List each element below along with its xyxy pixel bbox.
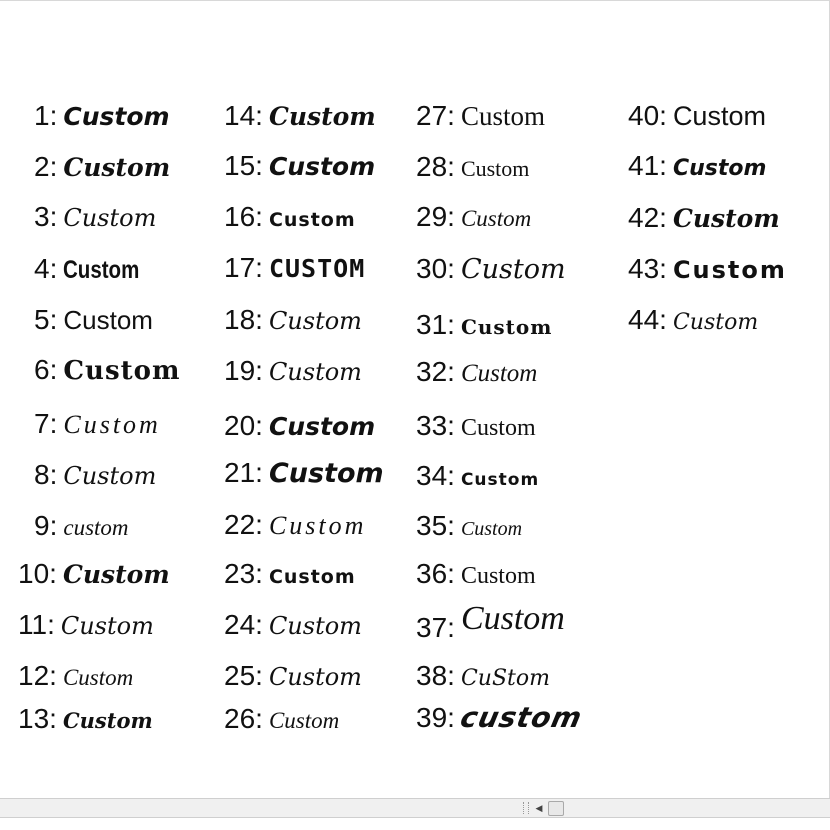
font-sample-41 xyxy=(628,150,766,182)
font-sample-10 xyxy=(18,558,170,590)
sample-text: CUSTOM xyxy=(268,254,366,283)
sample-number: 28: xyxy=(416,151,455,182)
sample-text: Custom xyxy=(268,566,356,588)
sample-text: Custom xyxy=(460,360,538,387)
sample-number: 36: xyxy=(416,558,455,589)
sample-text: Custom xyxy=(268,708,340,733)
sample-number: 35: xyxy=(416,510,455,541)
font-sample-23 xyxy=(224,558,356,590)
font-sample-2 xyxy=(34,151,170,183)
sample-number: 9: xyxy=(34,510,58,541)
sample-number: 33: xyxy=(416,410,455,441)
sample-text: custom xyxy=(63,515,129,540)
font-sample-40 xyxy=(628,100,766,132)
font-sample-44 xyxy=(628,304,758,336)
font-sample-19 xyxy=(224,355,362,387)
font-sample-39 xyxy=(416,701,586,734)
sample-text: Custom xyxy=(460,206,532,231)
scrollbar-grip-icon[interactable] xyxy=(523,802,529,814)
sample-text: Custom xyxy=(268,102,376,131)
sample-number: 12: xyxy=(18,660,57,691)
sample-number: 26: xyxy=(224,703,263,734)
sample-number: 6: xyxy=(34,354,58,385)
sample-text: Custom xyxy=(460,563,536,589)
sample-number: 30: xyxy=(416,253,455,284)
sample-number: 42: xyxy=(628,202,667,233)
sample-number: 5: xyxy=(34,304,58,335)
font-sample-37 xyxy=(416,600,565,644)
sample-number: 29: xyxy=(416,201,455,232)
sample-number: 24: xyxy=(224,609,263,640)
font-sample-7 xyxy=(34,408,161,440)
sample-number: 23: xyxy=(224,558,263,589)
sample-text: Custom xyxy=(268,209,356,231)
sample-text: Custom xyxy=(268,612,362,640)
font-sample-11 xyxy=(18,609,154,641)
sample-text: Custom xyxy=(672,204,780,233)
font-sample-3 xyxy=(34,201,156,233)
font-sample-22 xyxy=(224,509,366,541)
sample-text: Custom xyxy=(268,511,367,540)
sample-number: 17: xyxy=(224,252,263,283)
sample-number: 39: xyxy=(416,702,455,733)
sample-text: Custom xyxy=(672,310,759,335)
sample-number: 43: xyxy=(628,253,667,284)
font-sample-20 xyxy=(224,410,375,442)
sample-number: 10: xyxy=(18,558,57,589)
sample-number: 18: xyxy=(224,304,263,335)
font-sample-5 xyxy=(34,304,153,336)
font-sample-8 xyxy=(34,459,156,491)
sample-text: Custom xyxy=(268,458,384,489)
font-sample-25 xyxy=(224,660,362,692)
sample-number: 41: xyxy=(628,150,667,181)
sample-number: 21: xyxy=(224,457,263,488)
font-sample-18 xyxy=(224,304,362,336)
sample-text: Custom xyxy=(460,101,545,131)
sample-text: Custom xyxy=(460,315,553,339)
sample-number: 15: xyxy=(224,150,263,181)
font-sample-6 xyxy=(34,354,180,386)
sample-text: CuStom xyxy=(460,666,550,691)
sample-number: 11: xyxy=(18,609,55,640)
sample-number: 37: xyxy=(416,612,455,643)
font-sample-30 xyxy=(416,253,566,285)
sample-text: Custom xyxy=(672,101,766,131)
font-sample-12 xyxy=(18,660,133,692)
sample-text: Custom xyxy=(60,612,154,640)
font-sample-35 xyxy=(416,510,522,542)
sample-text: Custom xyxy=(63,356,181,386)
sample-number: 4: xyxy=(34,253,58,284)
font-sample-38 xyxy=(416,660,550,692)
font-sample-17 xyxy=(224,252,365,284)
sample-number: 19: xyxy=(224,355,263,386)
sample-number: 8: xyxy=(34,459,58,490)
sample-text: Custom xyxy=(63,305,153,335)
sample-number: 20: xyxy=(224,410,263,441)
sample-text: Custom xyxy=(63,102,170,131)
sample-text: Custom xyxy=(672,156,767,181)
font-sample-16 xyxy=(224,201,356,233)
sample-number: 27: xyxy=(416,100,455,131)
sample-number: 38: xyxy=(416,660,455,691)
sample-number: 3: xyxy=(34,201,58,232)
sample-text: Custom xyxy=(268,412,376,441)
sample-number: 40: xyxy=(628,100,667,131)
sample-text: Custom xyxy=(268,663,362,691)
sample-number: 16: xyxy=(224,201,263,232)
font-sample-15 xyxy=(224,150,375,182)
sample-text: Custom xyxy=(460,415,536,441)
sample-text: Custom xyxy=(63,153,171,182)
font-sample-42 xyxy=(628,202,780,234)
horizontal-scrollbar[interactable] xyxy=(0,798,830,818)
sample-number: 2: xyxy=(34,151,58,182)
sample-text: Custom xyxy=(460,156,530,181)
sample-number: 7: xyxy=(34,408,58,439)
sample-text: custom xyxy=(457,701,586,734)
sample-text: Custom xyxy=(62,665,134,690)
sample-text: Custom xyxy=(63,410,161,439)
sample-number: 44: xyxy=(628,304,667,335)
scrollbar-thumb[interactable] xyxy=(548,801,564,816)
sample-text: Custom xyxy=(460,470,540,490)
sample-text: Custom xyxy=(63,204,157,232)
sample-number: 14: xyxy=(224,100,263,131)
font-sample-33 xyxy=(416,410,536,442)
font-sample-9 xyxy=(34,510,129,542)
sample-number: 22: xyxy=(224,509,263,540)
sample-text: Custom xyxy=(460,600,565,637)
font-sample-13 xyxy=(18,703,153,735)
font-sample-27 xyxy=(416,100,545,132)
sample-text: Custom xyxy=(460,518,523,540)
sample-number: 25: xyxy=(224,660,263,691)
sample-text: Custom xyxy=(460,254,566,285)
sample-text: Custom xyxy=(268,307,362,335)
sample-number: 34: xyxy=(416,460,455,491)
font-sample-14 xyxy=(224,100,376,132)
sample-number: 31: xyxy=(416,309,455,340)
triangle-left-icon[interactable]: ◀ xyxy=(535,803,543,813)
sample-text: Custom xyxy=(62,708,153,733)
sample-number: 32: xyxy=(416,356,455,387)
sample-text: Custom xyxy=(63,462,157,490)
font-sample-28 xyxy=(416,151,529,183)
font-sample-31 xyxy=(416,309,552,341)
font-sample-32 xyxy=(416,356,537,388)
font-sample-29 xyxy=(416,201,531,233)
font-sample-21 xyxy=(224,457,384,489)
sample-number: 1: xyxy=(34,100,58,131)
font-sample-1 xyxy=(34,100,170,132)
font-sample-4 xyxy=(34,253,156,285)
bottom-margin xyxy=(0,818,830,830)
font-sample-24 xyxy=(224,609,362,641)
sample-text: Custom xyxy=(62,560,170,589)
font-sample-34 xyxy=(416,460,539,492)
sample-text: Custom xyxy=(63,256,140,284)
font-sample-36 xyxy=(416,558,536,590)
sample-text: Custom xyxy=(268,152,376,181)
font-sample-26 xyxy=(224,703,339,735)
sample-text: Custom xyxy=(672,256,787,284)
sample-text: Custom xyxy=(268,358,362,386)
font-sample-43 xyxy=(628,253,787,285)
sample-number: 13: xyxy=(18,703,57,734)
